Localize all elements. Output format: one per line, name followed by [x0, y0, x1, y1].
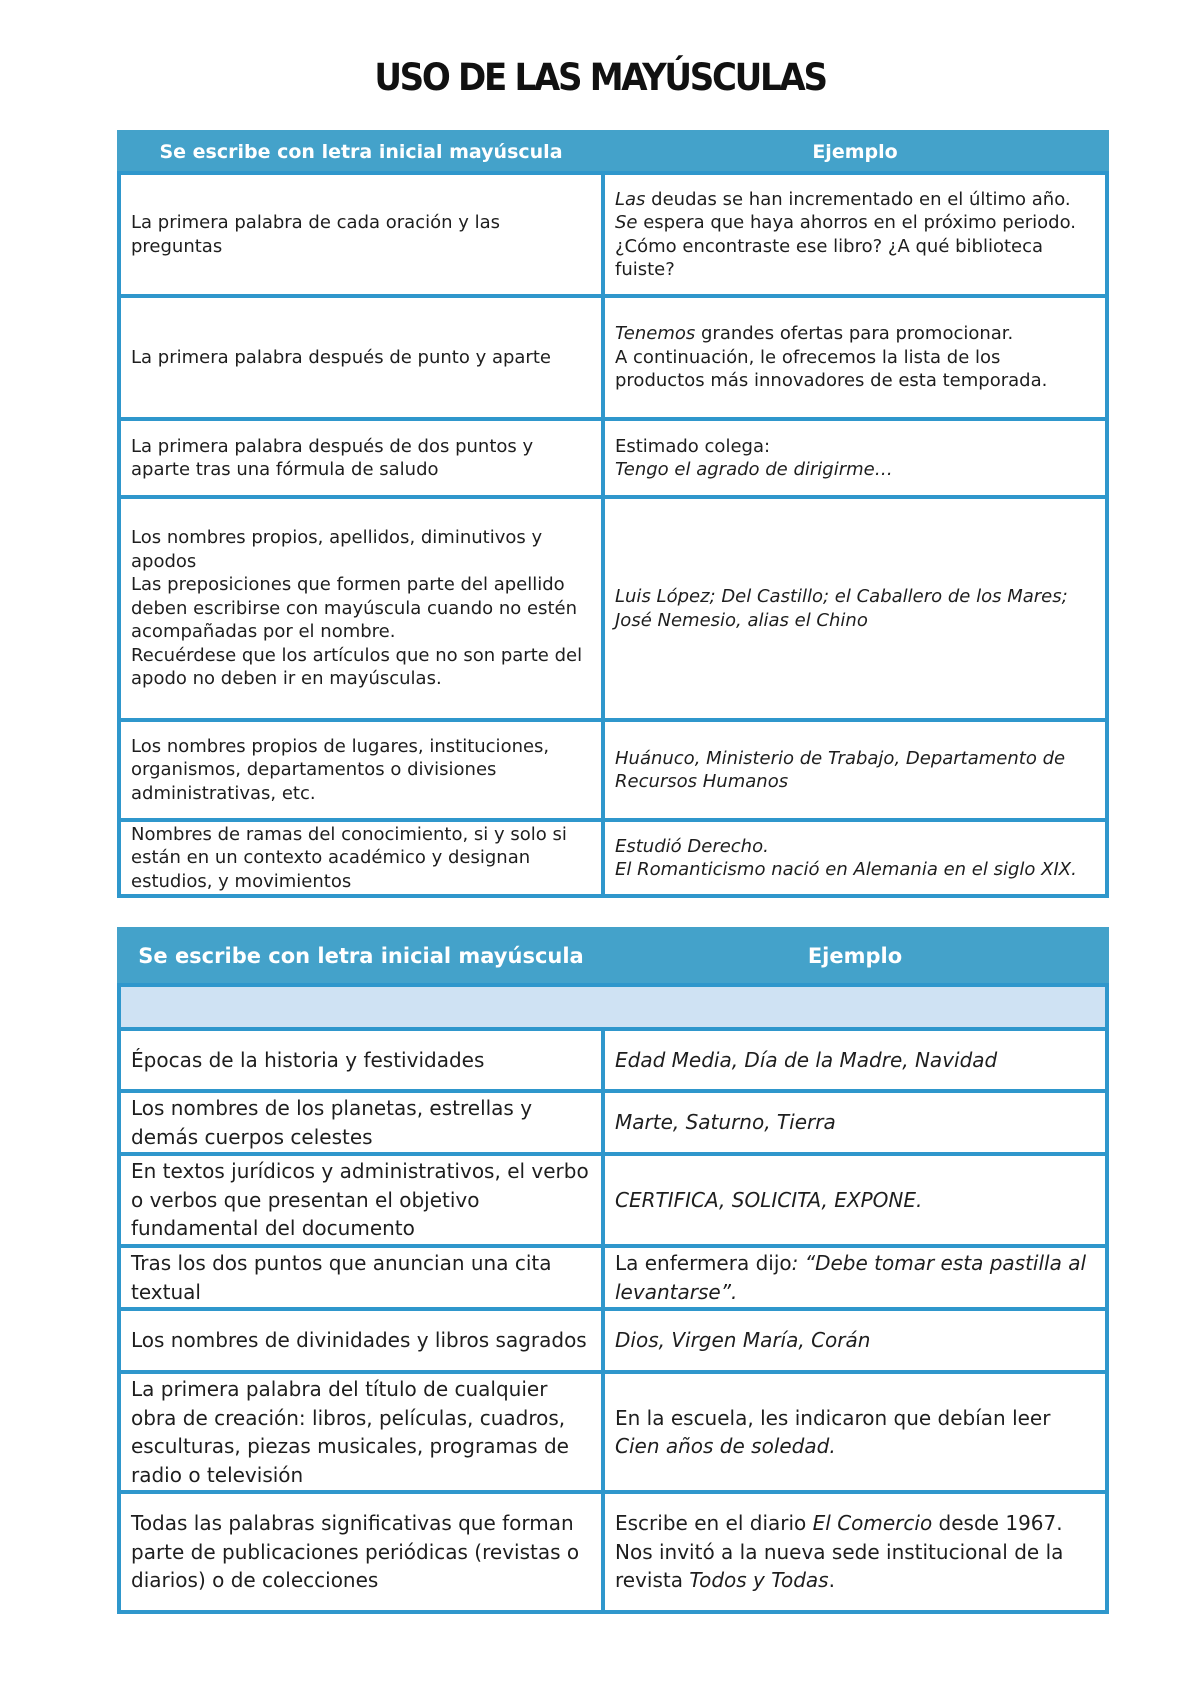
table-row	[119, 1372, 1107, 1492]
example-line	[615, 1046, 1095, 1075]
rule-text: Los nombres propios de lugares, instituciones, organismos, departamentos o divisiones administrativas, etc.	[131, 735, 550, 804]
example-italic-text: Se	[615, 212, 638, 233]
example-cell	[603, 720, 1107, 820]
rule-cell	[119, 1492, 603, 1612]
example-text: Nos invitó a la nueva sede institucional de la revista	[615, 1539, 1064, 1593]
example-text: grandes ofertas para promocionar.	[695, 323, 1014, 345]
table-row	[119, 497, 1107, 720]
example-cell	[603, 419, 1107, 497]
header-rule: Se escribe con letra inicial mayúscula	[119, 929, 603, 985]
rule-cell	[119, 419, 603, 497]
rule-text: Tras los dos puntos que anuncian una cita textual	[131, 1251, 552, 1304]
rule-cell	[119, 1029, 603, 1091]
rule-cell	[119, 1309, 603, 1372]
rule-text: La primera palabra después de dos puntos y aparte tras una fórmula de saludo	[131, 435, 534, 480]
rule-cell	[119, 720, 603, 820]
rule-text: En textos jurídicos y administrativos, el verbo o verbos que presentan el objetivo fundamental del documento	[131, 1159, 589, 1241]
example-text: Escribe en el diario	[615, 1511, 813, 1536]
header-example: Ejemplo	[603, 132, 1107, 173]
table-row	[119, 820, 1107, 896]
table-row	[119, 1492, 1107, 1612]
empty-band-row	[119, 985, 1107, 1029]
example-cell	[603, 1492, 1107, 1612]
table-row	[119, 296, 1107, 419]
rule-text: Las preposiciones que formen parte del apellido deben escribirse con mayúscula cuando no estén acompañadas por el nombre.	[131, 574, 578, 643]
table-header-row	[119, 929, 1107, 985]
example-cell	[603, 296, 1107, 419]
example-italic-text: Cien años de soledad.	[615, 1434, 836, 1458]
example-cell	[603, 497, 1107, 720]
table-row	[119, 1091, 1107, 1154]
rule-text: La primera palabra después de punto y aparte	[131, 346, 551, 368]
example-cell	[603, 1154, 1107, 1246]
example-italic-text: Dios, Virgen María, Corán	[615, 1328, 871, 1353]
example-line	[615, 585, 1095, 632]
capitalization-rules-table-1	[117, 130, 1109, 898]
table-header-row	[119, 132, 1107, 173]
example-cell	[603, 1091, 1107, 1154]
example-italic-text: Todos y Todas	[689, 1568, 829, 1593]
example-italic-text: Estudió Derecho.	[615, 835, 769, 857]
example-line	[615, 322, 1095, 346]
example-line	[615, 1186, 1095, 1215]
example-line	[615, 1326, 1095, 1355]
example-text: La enfermera dijo	[615, 1251, 792, 1275]
example-text: espera que haya ahorros en el próximo periodo.	[637, 212, 1077, 233]
example-italic-text: Luis López; Del Castillo; el Caballero de los Mares; José Nemesio, alias el Chino	[615, 586, 1068, 631]
example-line	[615, 346, 1095, 393]
table-row	[119, 1309, 1107, 1372]
table-row	[119, 720, 1107, 820]
rule-cell	[119, 173, 603, 296]
rule-cell	[119, 1372, 603, 1492]
example-text: A continuación, le ofrecemos la lista de los productos más innovadores de esta temporada.	[615, 346, 1048, 392]
rule-text: Nombres de ramas del conocimiento, si y solo si están en un contexto académico y designan estudios, y movimientos	[131, 823, 567, 892]
example-text: ¿Cómo encontraste ese libro? ¿A qué biblioteca fuiste?	[615, 235, 1044, 280]
example-italic-text: Tenemos	[615, 323, 696, 345]
example-text: .	[828, 1568, 835, 1593]
capitalization-rules-table-2	[117, 927, 1109, 1614]
example-italic-text: Edad Media, Día de la Madre, Navidad	[615, 1047, 998, 1072]
example-italic-text: CERTIFICA, SOLICITA, EXPONE.	[615, 1187, 923, 1212]
empty-band-cell	[119, 985, 1107, 1029]
header-example: Ejemplo	[603, 929, 1107, 985]
rule-text: La primera palabra del título de cualquier obra de creación: libros, películas, cuadros, esculturas, piezas musicales, programas de radio o televisión	[131, 1377, 569, 1487]
rule-text: Épocas de la historia y festividades	[131, 1047, 485, 1072]
table-row	[119, 1154, 1107, 1246]
example-italic-text: Huánuco, Ministerio de Trabajo, Departamento de Recursos Humanos	[615, 747, 1066, 792]
rule-text: La primera palabra de cada oración y las preguntas	[131, 212, 501, 257]
rule-cell	[119, 1091, 603, 1154]
example-line	[615, 747, 1095, 794]
example-italic-text: Las	[615, 188, 646, 210]
page-title: USO DE LAS MAYÚSCULAS	[374, 56, 826, 99]
rule-cell	[119, 296, 603, 419]
table-row	[119, 419, 1107, 497]
example-text: En la escuela, les indicaron que debían leer	[615, 1405, 1051, 1430]
example-cell	[603, 820, 1107, 896]
table-row	[119, 1246, 1107, 1309]
rule-text: Los nombres propios, apellidos, diminutivos y apodos	[131, 527, 543, 572]
table-row	[119, 173, 1107, 296]
rule-cell	[119, 1154, 603, 1246]
rule-cell	[119, 1246, 603, 1309]
example-italic-text: El Comercio	[812, 1511, 933, 1536]
rule-text: Los nombres de divinidades y libros sagrados	[131, 1328, 587, 1353]
rule-text: Los nombres de los planetas, estrellas y demás cuerpos celestes	[131, 1096, 533, 1149]
rule-text: Todas las palabras significativas que forman parte de publicaciones periódicas (revistas o diarios) o de colecciones	[131, 1511, 580, 1593]
example-line	[615, 1249, 1095, 1306]
example-line	[615, 1509, 1095, 1538]
example-cell	[603, 173, 1107, 296]
example-text: desde 1967.	[932, 1511, 1063, 1536]
example-italic-text: : “Debe tomar esta pastilla al levantarse”.	[615, 1251, 1087, 1304]
example-italic-text: El Romanticismo nació en Alemania en el siglo XIX.	[615, 859, 1077, 880]
example-cell	[603, 1372, 1107, 1492]
table-row	[119, 1029, 1107, 1091]
example-line	[615, 1538, 1095, 1595]
example-cell	[603, 1309, 1107, 1372]
example-line	[615, 188, 1095, 235]
example-text: Estimado colega:	[615, 435, 771, 457]
example-line	[615, 858, 1095, 882]
example-line	[615, 435, 1095, 459]
example-line	[615, 1108, 1095, 1137]
example-line	[615, 835, 1095, 859]
example-cell	[603, 1029, 1107, 1091]
example-line	[615, 458, 1095, 482]
example-italic-text: Tengo el agrado de dirigirme…	[615, 459, 893, 480]
example-line	[615, 1404, 1095, 1461]
example-line	[615, 235, 1095, 282]
example-italic-text: Marte, Saturno, Tierra	[615, 1110, 836, 1135]
example-cell	[603, 1246, 1107, 1309]
rule-cell	[119, 820, 603, 896]
rule-text: Recuérdese que los artículos que no son parte del apodo no deben ir en mayúsculas.	[131, 644, 583, 690]
rule-cell	[119, 497, 603, 720]
header-rule: Se escribe con letra inicial mayúscula	[119, 132, 603, 173]
example-text: deudas se han incrementado en el último año.	[645, 188, 1071, 210]
